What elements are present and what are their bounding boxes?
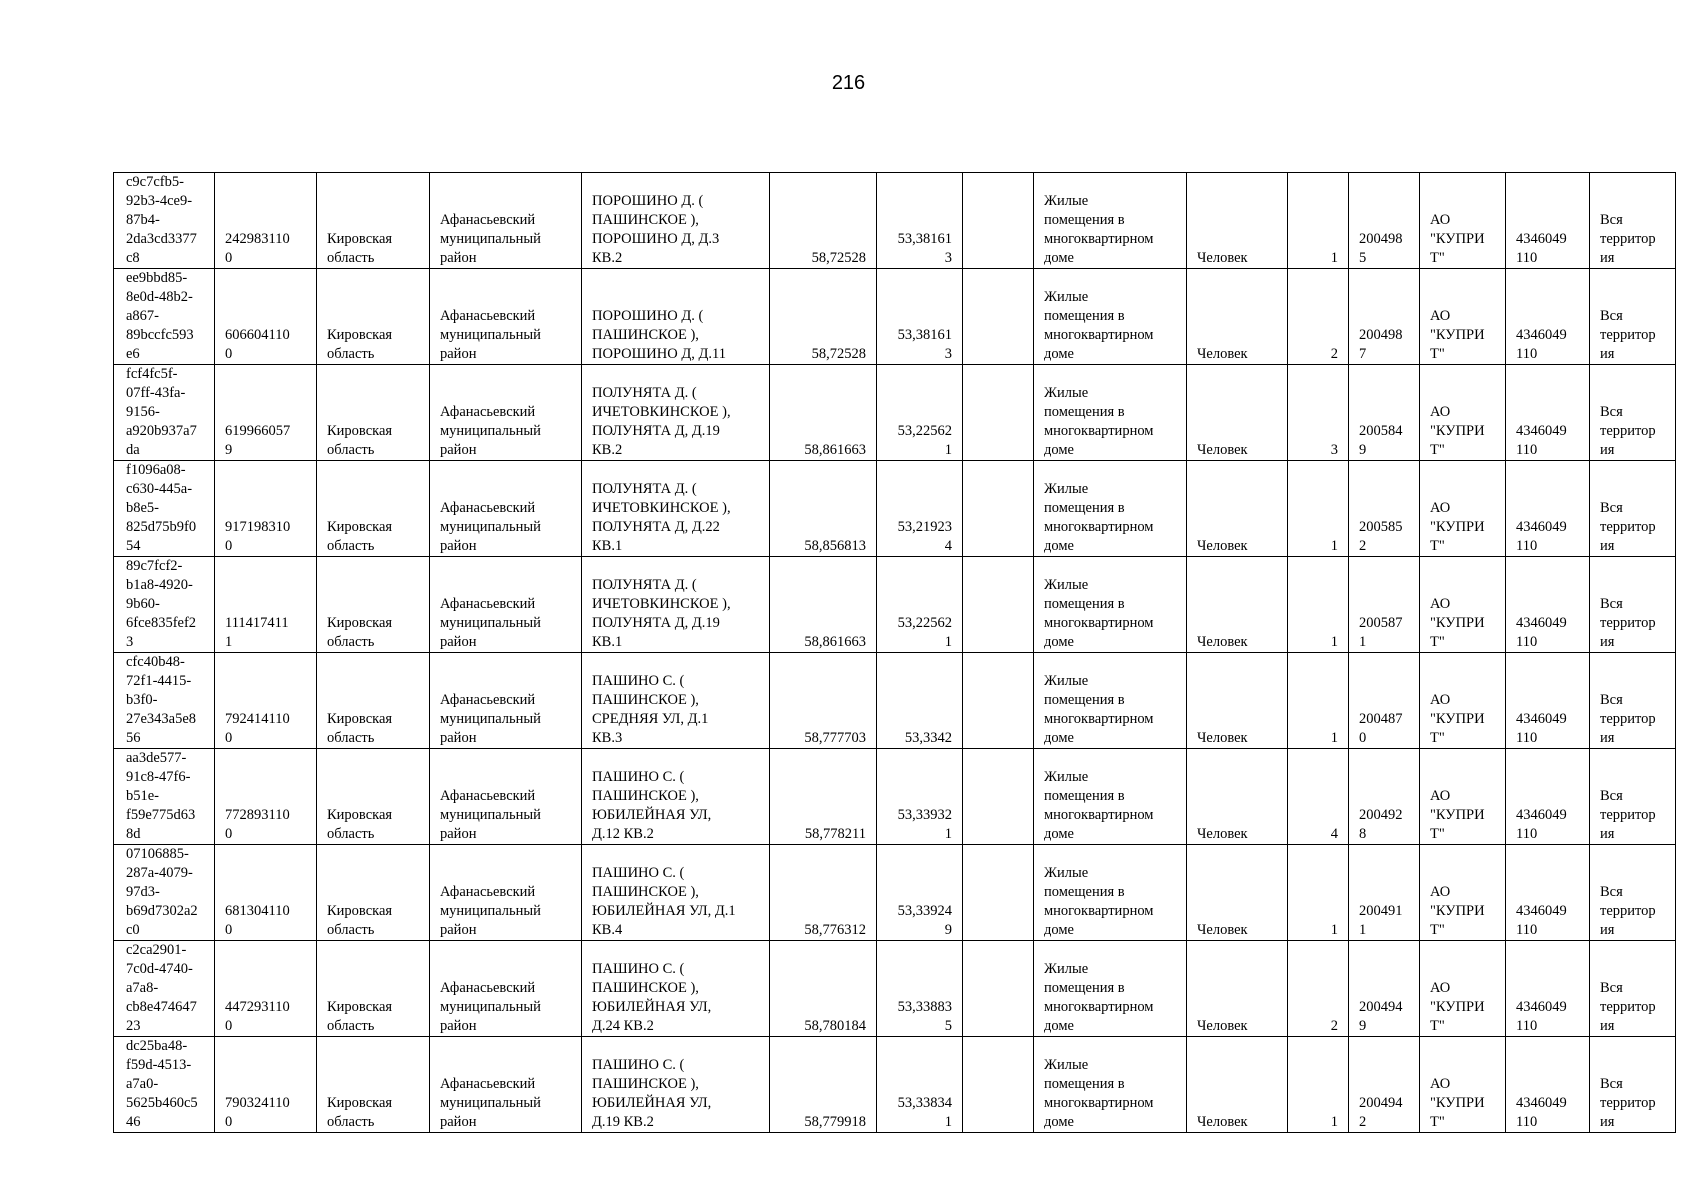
cell-region: Кировская область <box>317 749 430 845</box>
cell-region: Кировская область <box>317 941 430 1037</box>
cell-unit: Человек <box>1187 461 1288 557</box>
cell-code: 790324110 0 <box>215 1037 317 1133</box>
cell-address: ПОЛУНЯТА Д. ( ИЧЕТОВКИНСКОЕ ), ПОЛУНЯТА Д, Д.19 КВ.1 <box>582 557 770 653</box>
cell-address: ПОРОШИНО Д. ( ПАШИНСКОЕ ), ПОРОШИНО Д, Д.11 <box>582 269 770 365</box>
cell-district: Афанасьевский муниципальный район <box>430 365 582 461</box>
cell-territory: Вся территор ия <box>1590 653 1676 749</box>
cell-guid: aa3de577- 91c8-47f6- b51e- f59e775d63 8d <box>114 749 215 845</box>
cell-district: Афанасьевский муниципальный район <box>430 461 582 557</box>
cell-region: Кировская область <box>317 845 430 941</box>
cell-quantity: 2 <box>1288 269 1349 365</box>
cell-guid: cfc40b48- 72f1-4415- b3f0- 27e343a5e8 56 <box>114 653 215 749</box>
table-row <box>114 941 1676 1037</box>
page-number: 216 <box>831 72 866 94</box>
cell-inn: 4346049 110 <box>1506 365 1590 461</box>
cell-territory: Вся территор ия <box>1590 845 1676 941</box>
cell-longitude: 53,22562 1 <box>877 557 963 653</box>
table-row <box>114 653 1676 749</box>
cell-number: 200492 8 <box>1349 749 1420 845</box>
cell-quantity: 1 <box>1288 461 1349 557</box>
cell-longitude: 53,38161 3 <box>877 269 963 365</box>
cell-guid: fcf4fc5f- 07ff-43fa- 9156- a920b937a7 da <box>114 365 215 461</box>
cell-address: ПОРОШИНО Д. ( ПАШИНСКОЕ ), ПОРОШИНО Д, Д.3 КВ.2 <box>582 173 770 269</box>
cell-district: Афанасьевский муниципальный район <box>430 1037 582 1133</box>
cell-object-type: Жилые помещения в многоквартирном доме <box>1034 461 1187 557</box>
cell-number: 200498 7 <box>1349 269 1420 365</box>
cell-number: 200491 1 <box>1349 845 1420 941</box>
cell-latitude: 58,861663 <box>770 365 877 461</box>
cell-inn: 4346049 110 <box>1506 653 1590 749</box>
cell-territory: Вся территор ия <box>1590 749 1676 845</box>
cell-organization: АО "КУПРИ Т" <box>1420 557 1506 653</box>
cell-organization: АО "КУПРИ Т" <box>1420 1037 1506 1133</box>
cell-longitude: 53,3342 <box>877 653 963 749</box>
cell-address: ПАШИНО С. ( ПАШИНСКОЕ ), ЮБИЛЕЙНАЯ УЛ, Д.24 КВ.2 <box>582 941 770 1037</box>
cell-district: Афанасьевский муниципальный район <box>430 941 582 1037</box>
cell-latitude: 58,856813 <box>770 461 877 557</box>
cell-address: ПАШИНО С. ( ПАШИНСКОЕ ), ЮБИЛЕЙНАЯ УЛ, Д.19 КВ.2 <box>582 1037 770 1133</box>
cell-unit: Человек <box>1187 557 1288 653</box>
cell-longitude: 53,33932 1 <box>877 749 963 845</box>
cell-code: 792414110 0 <box>215 653 317 749</box>
cell-guid: 07106885- 287a-4079- 97d3- b69d7302a2 c0 <box>114 845 215 941</box>
cell-region: Кировская область <box>317 461 430 557</box>
cell-organization: АО "КУПРИ Т" <box>1420 461 1506 557</box>
cell-territory: Вся территор ия <box>1590 1037 1676 1133</box>
cell-address: ПОЛУНЯТА Д. ( ИЧЕТОВКИНСКОЕ ), ПОЛУНЯТА Д, Д.22 КВ.1 <box>582 461 770 557</box>
cell-object-type: Жилые помещения в многоквартирном доме <box>1034 845 1187 941</box>
cell-quantity: 1 <box>1288 1037 1349 1133</box>
cell-region: Кировская область <box>317 365 430 461</box>
cell-code: 606604110 0 <box>215 269 317 365</box>
cell-empty <box>963 461 1034 557</box>
cell-quantity: 2 <box>1288 941 1349 1037</box>
cell-district: Афанасьевский муниципальный район <box>430 173 582 269</box>
cell-object-type: Жилые помещения в многоквартирном доме <box>1034 269 1187 365</box>
cell-unit: Человек <box>1187 365 1288 461</box>
cell-number: 200494 9 <box>1349 941 1420 1037</box>
cell-inn: 4346049 110 <box>1506 845 1590 941</box>
cell-object-type: Жилые помещения в многоквартирном доме <box>1034 557 1187 653</box>
table-row <box>114 173 1676 269</box>
cell-address: ПАШИНО С. ( ПАШИНСКОЕ ), ЮБИЛЕЙНАЯ УЛ, Д.12 КВ.2 <box>582 749 770 845</box>
cell-object-type: Жилые помещения в многоквартирном доме <box>1034 173 1187 269</box>
table-row <box>114 845 1676 941</box>
cell-number: 200494 2 <box>1349 1037 1420 1133</box>
cell-object-type: Жилые помещения в многоквартирном доме <box>1034 941 1187 1037</box>
cell-longitude: 53,33924 9 <box>877 845 963 941</box>
cell-latitude: 58,72528 <box>770 173 877 269</box>
cell-empty <box>963 269 1034 365</box>
cell-region: Кировская область <box>317 269 430 365</box>
cell-number: 200498 5 <box>1349 173 1420 269</box>
cell-inn: 4346049 110 <box>1506 1037 1590 1133</box>
cell-inn: 4346049 110 <box>1506 461 1590 557</box>
cell-empty <box>963 845 1034 941</box>
cell-organization: АО "КУПРИ Т" <box>1420 365 1506 461</box>
cell-longitude: 53,33834 1 <box>877 1037 963 1133</box>
cell-empty <box>963 941 1034 1037</box>
cell-quantity: 1 <box>1288 557 1349 653</box>
cell-guid: dc25ba48- f59d-4513- a7a0- 5625b460c5 46 <box>114 1037 215 1133</box>
cell-territory: Вся территор ия <box>1590 365 1676 461</box>
cell-region: Кировская область <box>317 173 430 269</box>
table-row <box>114 461 1676 557</box>
cell-object-type: Жилые помещения в многоквартирном доме <box>1034 1037 1187 1133</box>
cell-guid: 89c7fcf2- b1a8-4920- 9b60- 6fce835fef2 3 <box>114 557 215 653</box>
cell-latitude: 58,861663 <box>770 557 877 653</box>
cell-number: 200584 9 <box>1349 365 1420 461</box>
cell-longitude: 53,38161 3 <box>877 173 963 269</box>
cell-district: Афанасьевский муниципальный район <box>430 845 582 941</box>
cell-empty <box>963 749 1034 845</box>
cell-quantity: 1 <box>1288 653 1349 749</box>
cell-latitude: 58,776312 <box>770 845 877 941</box>
cell-empty <box>963 1037 1034 1133</box>
cell-quantity: 1 <box>1288 173 1349 269</box>
cell-number: 200585 2 <box>1349 461 1420 557</box>
cell-territory: Вся территор ия <box>1590 461 1676 557</box>
cell-code: 111417411 1 <box>215 557 317 653</box>
table-row <box>114 749 1676 845</box>
cell-district: Афанасьевский муниципальный район <box>430 269 582 365</box>
cell-latitude: 58,72528 <box>770 269 877 365</box>
cell-number: 200487 0 <box>1349 653 1420 749</box>
cell-guid: c9c7cfb5- 92b3-4ce9- 87b4- 2da3cd3377 c8 <box>114 173 215 269</box>
cell-inn: 4346049 110 <box>1506 173 1590 269</box>
cell-empty <box>963 365 1034 461</box>
cell-organization: АО "КУПРИ Т" <box>1420 749 1506 845</box>
cell-quantity: 4 <box>1288 749 1349 845</box>
cell-unit: Человек <box>1187 173 1288 269</box>
cell-region: Кировская область <box>317 557 430 653</box>
cell-inn: 4346049 110 <box>1506 749 1590 845</box>
cell-inn: 4346049 110 <box>1506 269 1590 365</box>
cell-latitude: 58,778211 <box>770 749 877 845</box>
cell-address: ПОЛУНЯТА Д. ( ИЧЕТОВКИНСКОЕ ), ПОЛУНЯТА Д, Д.19 КВ.2 <box>582 365 770 461</box>
cell-number: 200587 1 <box>1349 557 1420 653</box>
cell-address: ПАШИНО С. ( ПАШИНСКОЕ ), ЮБИЛЕЙНАЯ УЛ, Д.1 КВ.4 <box>582 845 770 941</box>
cell-district: Афанасьевский муниципальный район <box>430 557 582 653</box>
cell-organization: АО "КУПРИ Т" <box>1420 653 1506 749</box>
table-row <box>114 557 1676 653</box>
cell-code: 917198310 0 <box>215 461 317 557</box>
cell-code: 242983110 0 <box>215 173 317 269</box>
cell-guid: c2ca2901- 7c0d-4740- a7a8- cb8e474647 23 <box>114 941 215 1037</box>
cell-unit: Человек <box>1187 269 1288 365</box>
cell-empty <box>963 557 1034 653</box>
cell-code: 681304110 0 <box>215 845 317 941</box>
cell-district: Афанасьевский муниципальный район <box>430 653 582 749</box>
cell-latitude: 58,777703 <box>770 653 877 749</box>
cell-guid: ee9bbd85- 8e0d-48b2- a867- 89bccfc593 e6 <box>114 269 215 365</box>
cell-region: Кировская область <box>317 1037 430 1133</box>
cell-organization: АО "КУПРИ Т" <box>1420 269 1506 365</box>
cell-latitude: 58,780184 <box>770 941 877 1037</box>
cell-territory: Вся территор ия <box>1590 557 1676 653</box>
cell-latitude: 58,779918 <box>770 1037 877 1133</box>
cell-longitude: 53,21923 4 <box>877 461 963 557</box>
cell-territory: Вся территор ия <box>1590 941 1676 1037</box>
cell-territory: Вся территор ия <box>1590 269 1676 365</box>
cell-territory: Вся территор ия <box>1590 173 1676 269</box>
cell-quantity: 1 <box>1288 845 1349 941</box>
cell-longitude: 53,33883 5 <box>877 941 963 1037</box>
cell-unit: Человек <box>1187 749 1288 845</box>
cell-guid: f1096a08- c630-445a- b8e5- 825d75b9f0 54 <box>114 461 215 557</box>
cell-code: 772893110 0 <box>215 749 317 845</box>
cell-empty <box>963 173 1034 269</box>
cell-object-type: Жилые помещения в многоквартирном доме <box>1034 653 1187 749</box>
cell-inn: 4346049 110 <box>1506 557 1590 653</box>
cell-empty <box>963 653 1034 749</box>
table-row <box>114 1037 1676 1133</box>
cell-object-type: Жилые помещения в многоквартирном доме <box>1034 365 1187 461</box>
cell-organization: АО "КУПРИ Т" <box>1420 941 1506 1037</box>
cell-organization: АО "КУПРИ Т" <box>1420 845 1506 941</box>
cell-unit: Человек <box>1187 941 1288 1037</box>
cell-code: 619966057 9 <box>215 365 317 461</box>
cell-region: Кировская область <box>317 653 430 749</box>
cell-object-type: Жилые помещения в многоквартирном доме <box>1034 749 1187 845</box>
table-row <box>114 269 1676 365</box>
cell-address: ПАШИНО С. ( ПАШИНСКОЕ ), СРЕДНЯЯ УЛ, Д.1 КВ.3 <box>582 653 770 749</box>
registry-body <box>114 173 1676 1133</box>
cell-longitude: 53,22562 1 <box>877 365 963 461</box>
cell-code: 447293110 0 <box>215 941 317 1037</box>
cell-organization: АО "КУПРИ Т" <box>1420 173 1506 269</box>
cell-inn: 4346049 110 <box>1506 941 1590 1037</box>
cell-unit: Человек <box>1187 845 1288 941</box>
cell-unit: Человек <box>1187 653 1288 749</box>
cell-quantity: 3 <box>1288 365 1349 461</box>
cell-district: Афанасьевский муниципальный район <box>430 749 582 845</box>
table-row <box>114 365 1676 461</box>
registry-table <box>113 172 1676 1133</box>
cell-unit: Человек <box>1187 1037 1288 1133</box>
